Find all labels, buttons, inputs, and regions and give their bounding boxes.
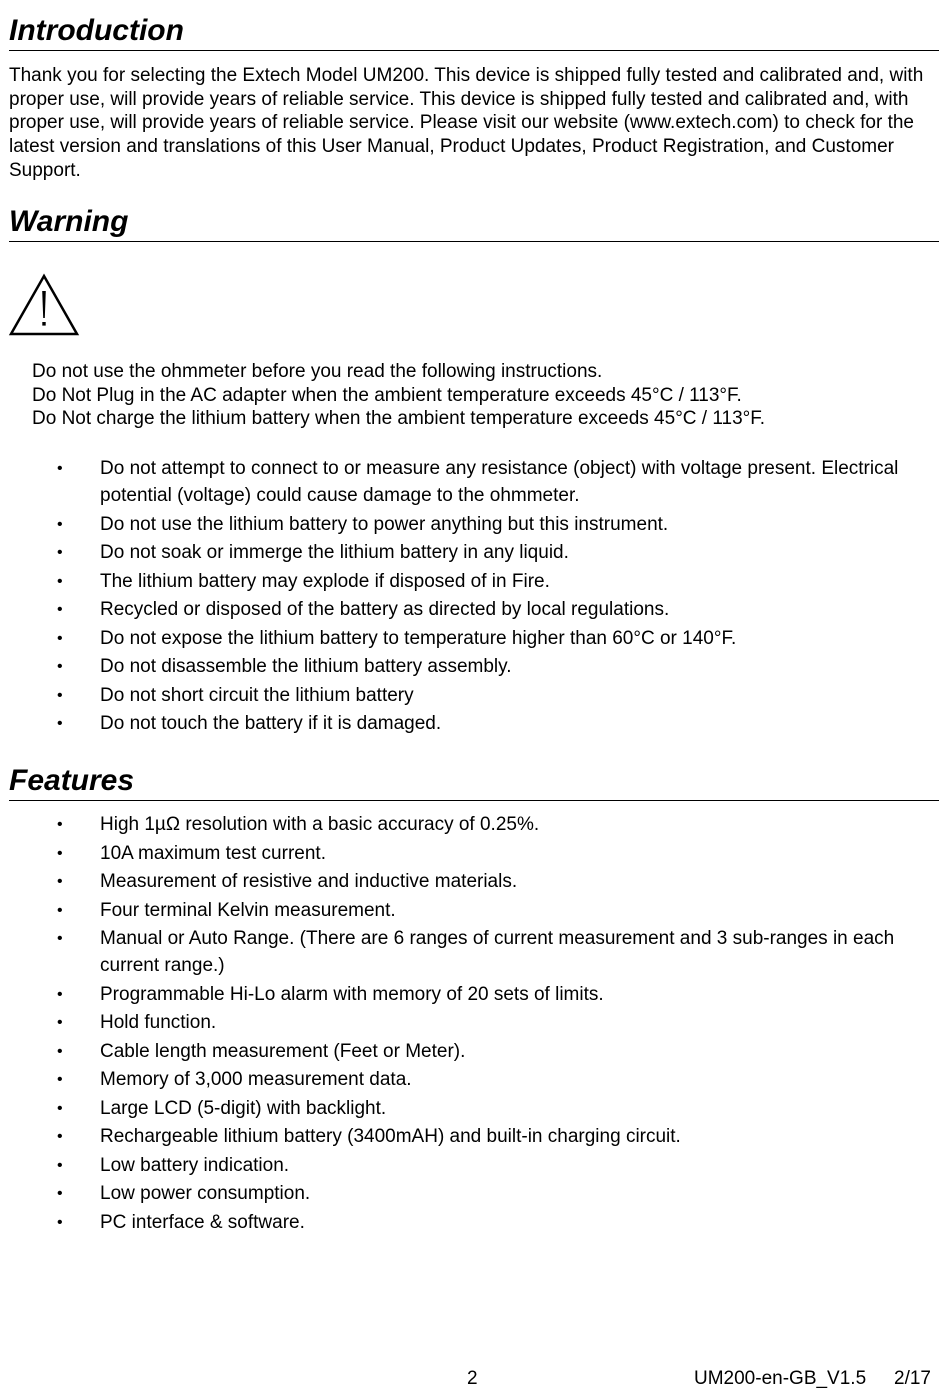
bullet-icon: •	[57, 460, 63, 477]
bullet-icon: •	[57, 985, 63, 1003]
features-heading: Features	[9, 764, 939, 801]
bullet-icon: •	[57, 1185, 63, 1202]
list-item: • Do not use the lithium battery to power anything but this instrument.	[0, 511, 940, 538]
features-bullet-list	[0, 811, 940, 1237]
list-item: • High 1µΩ resolution with a basic accuracy of 0.25%.	[0, 811, 940, 838]
list-item: • Manual or Auto Range. (There are 6 ranges of current measurement and 3 sub-ranges in each current range.)	[0, 925, 940, 979]
bullet-icon: •	[57, 572, 63, 590]
bullet-icon: •	[57, 901, 63, 919]
bullet-icon: •	[57, 601, 63, 618]
list-item: • Rechargeable lithium battery (3400mAH) and built-in charging circuit.	[0, 1123, 940, 1150]
warning-line: Do Not charge the lithium battery when the ambient temperature exceeds 45°C / 113°F.	[32, 408, 766, 430]
bullet-icon: •	[57, 544, 63, 561]
warning-instructions	[32, 360, 932, 431]
list-item: • Four terminal Kelvin measurement.	[0, 897, 940, 924]
list-item: • Do not disassemble the lithium battery assembly.	[0, 653, 940, 680]
page-count: 2/17	[894, 1368, 931, 1389]
document-id: UM200-en-GB_V1.5	[694, 1368, 867, 1389]
bullet-icon: •	[57, 844, 63, 862]
list-item: • Hold function.	[0, 1009, 940, 1036]
list-item: • Measurement of resistive and inductive materials.	[0, 868, 940, 895]
list-item: • Programmable Hi-Lo alarm with memory of 20 sets of limits.	[0, 981, 940, 1008]
list-item: • Do not touch the battery if it is damaged.	[0, 710, 940, 737]
bullet-icon: •	[57, 930, 63, 947]
bullet-icon: •	[57, 629, 63, 647]
list-item: • PC interface & software.	[0, 1209, 940, 1236]
bullet-icon: •	[57, 1128, 63, 1145]
bullet-icon: •	[57, 515, 63, 533]
warning-line: Do Not Plug in the AC adapter when the ambient temperature exceeds 45°C / 113°F.	[32, 384, 742, 406]
list-item: • Low power consumption.	[0, 1180, 940, 1207]
list-item: • Do not attempt to connect to or measure any resistance (object) with voltage present. Electrical potential (voltage) could cause damage to the ohmmeter.	[0, 455, 940, 509]
introduction-text: Thank you for selecting the Extech Model UM200. This device is shipped fully tested and calibrated and, with proper use, will provide years of reliable service. This device is shipped fully tested and calibrated and, with proper use, will provide years of reliable service. Please visit our website (www.extech.com) to check for the latest version and translations of this User Manual, Product Updates, Product Registration, and Customer Support.	[9, 65, 924, 181]
list-item: • Large LCD (5-digit) with backlight.	[0, 1095, 940, 1122]
bullet-icon: •	[57, 715, 63, 732]
warning-heading: Warning	[9, 205, 939, 242]
warning-triangle-icon	[8, 273, 80, 337]
bullet-icon: •	[57, 1156, 63, 1174]
bullet-icon: •	[57, 1071, 63, 1088]
bullet-icon: •	[57, 658, 63, 675]
list-item: • Recycled or disposed of the battery as directed by local regulations.	[0, 596, 940, 623]
list-item: • Memory of 3,000 measurement data.	[0, 1066, 940, 1093]
list-item: • The lithium battery may explode if disposed of in Fire.	[0, 568, 940, 595]
bullet-icon: •	[57, 1014, 63, 1031]
bullet-icon: •	[57, 1099, 63, 1117]
list-item: • 10A maximum test current.	[0, 840, 940, 867]
list-item: • Low battery indication.	[0, 1152, 940, 1179]
bullet-icon: •	[57, 1213, 63, 1231]
page-number: 2	[467, 1368, 478, 1389]
list-item: • Do not expose the lithium battery to temperature higher than 60°C or 140°F.	[0, 625, 940, 652]
list-item: • Cable length measurement (Feet or Meter).	[0, 1038, 940, 1065]
bullet-icon: •	[57, 816, 63, 833]
bullet-icon: •	[57, 1042, 63, 1060]
warning-bullet-list	[0, 455, 940, 739]
warning-line: Do not use the ohmmeter before you read the following instructions.	[32, 361, 603, 382]
list-item: • Do not soak or immerge the lithium battery in any liquid.	[0, 539, 940, 566]
list-item: • Do not short circuit the lithium battery	[0, 682, 940, 709]
introduction-heading: Introduction	[9, 14, 939, 51]
bullet-icon: •	[57, 686, 63, 704]
bullet-icon: •	[57, 873, 63, 890]
